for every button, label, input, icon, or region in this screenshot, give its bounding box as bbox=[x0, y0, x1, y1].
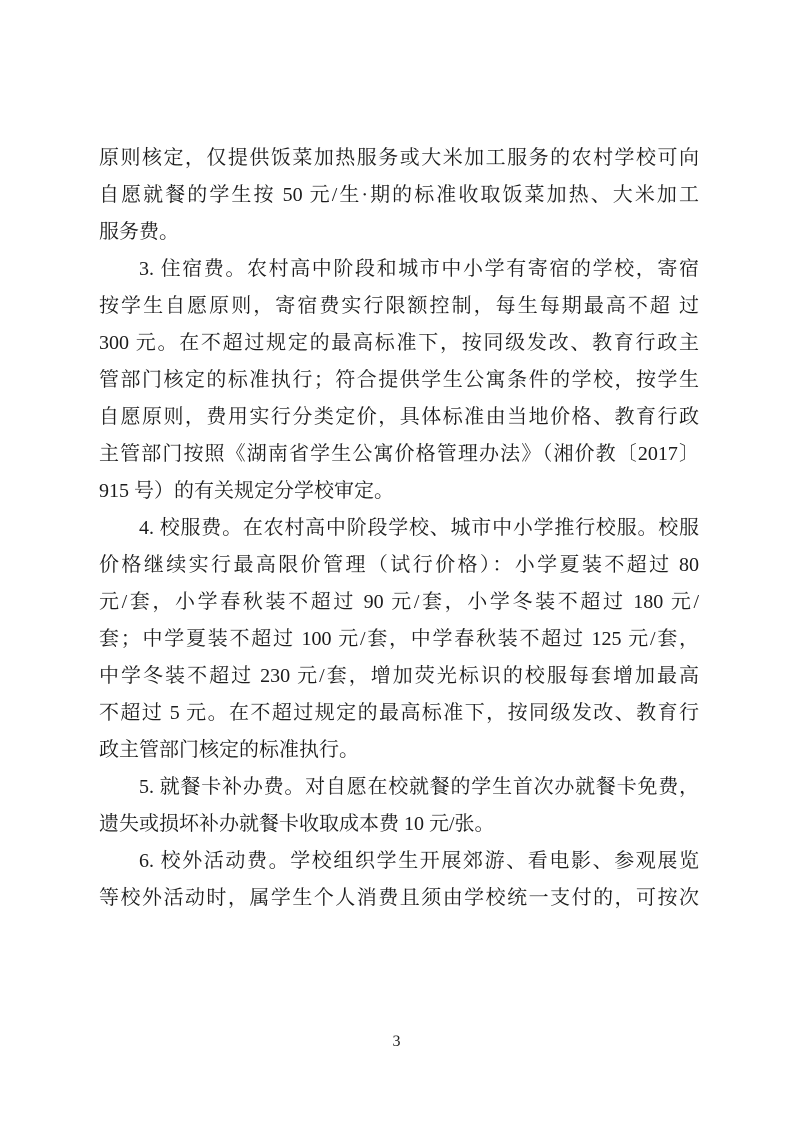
text-line: 服务费。 bbox=[99, 221, 179, 243]
text-line: 中学冬装不超过 230 元/套，增加荧光标识的校服每套增加最高 bbox=[99, 665, 699, 687]
paragraph-school-uniform-fee bbox=[99, 510, 699, 769]
paragraph-off-campus-activity-fee bbox=[99, 843, 699, 917]
body-text bbox=[99, 140, 699, 917]
text-line: 等校外活动时，属学生个人消费且须由学校统一支付的，可按次 bbox=[99, 887, 699, 909]
text-line: 按学生自愿原则，寄宿费实行限额控制，每生每期最高不超 过 bbox=[99, 295, 699, 317]
text-line: 4. 校服费。在农村高中阶段学校、城市中小学推行校服。校服 bbox=[139, 517, 699, 539]
text-line: 不超过 5 元。在不超过规定的最高标准下，按同级发改、教育行 bbox=[99, 702, 699, 724]
text-line: 价格继续实行最高限价管理（试行价格）：小学夏装不超过 80 bbox=[99, 554, 699, 576]
text-line: 自愿原则，费用实行分类定价，具体标准由当地价格、教育行政 bbox=[99, 406, 699, 428]
text-line: 元/套，小学春秋装不超过 90 元/套，小学冬装不超过 180 元/ bbox=[99, 591, 699, 613]
text-line: 管部门核定的标准执行；符合提供学生公寓条件的学校，按学生 bbox=[99, 369, 699, 391]
text-line: 套；中学夏装不超过 100 元/套，中学春秋装不超过 125 元/套， bbox=[99, 628, 699, 650]
text-line: 政主管部门核定的标准执行。 bbox=[99, 739, 359, 761]
text-line: 5. 就餐卡补办费。对自愿在校就餐的学生首次办就餐卡免费， bbox=[139, 776, 699, 798]
text-line: 自愿就餐的学生按 50 元/生·期的标准收取饭菜加热、大米加工 bbox=[99, 184, 699, 206]
text-line: 300 元。在不超过规定的最高标准下，按同级发改、教育行政主 bbox=[99, 332, 699, 354]
paragraph-meal-card-replacement-fee bbox=[99, 769, 699, 843]
paragraph-accommodation-fee bbox=[99, 251, 699, 510]
text-line: 遗失或损坏补办就餐卡收取成本费 10 元/张。 bbox=[99, 813, 495, 835]
paragraph-meal-heating-service-fee bbox=[99, 140, 699, 251]
text-line: 3. 住宿费。农村高中阶段和城市中小学有寄宿的学校，寄宿 bbox=[139, 258, 699, 280]
text-line: 原则核定，仅提供饭菜加热服务或大米加工服务的农村学校可向 bbox=[99, 147, 699, 169]
text-line: 915 号）的有关规定分学校审定。 bbox=[99, 480, 394, 502]
text-line: 6. 校外活动费。学校组织学生开展郊游、看电影、参观展览 bbox=[139, 850, 699, 872]
page-number: 3 bbox=[392, 1033, 401, 1050]
text-line: 主管部门按照《湖南省学生公寓价格管理办法》（湘价教〔2017〕 bbox=[99, 443, 699, 465]
